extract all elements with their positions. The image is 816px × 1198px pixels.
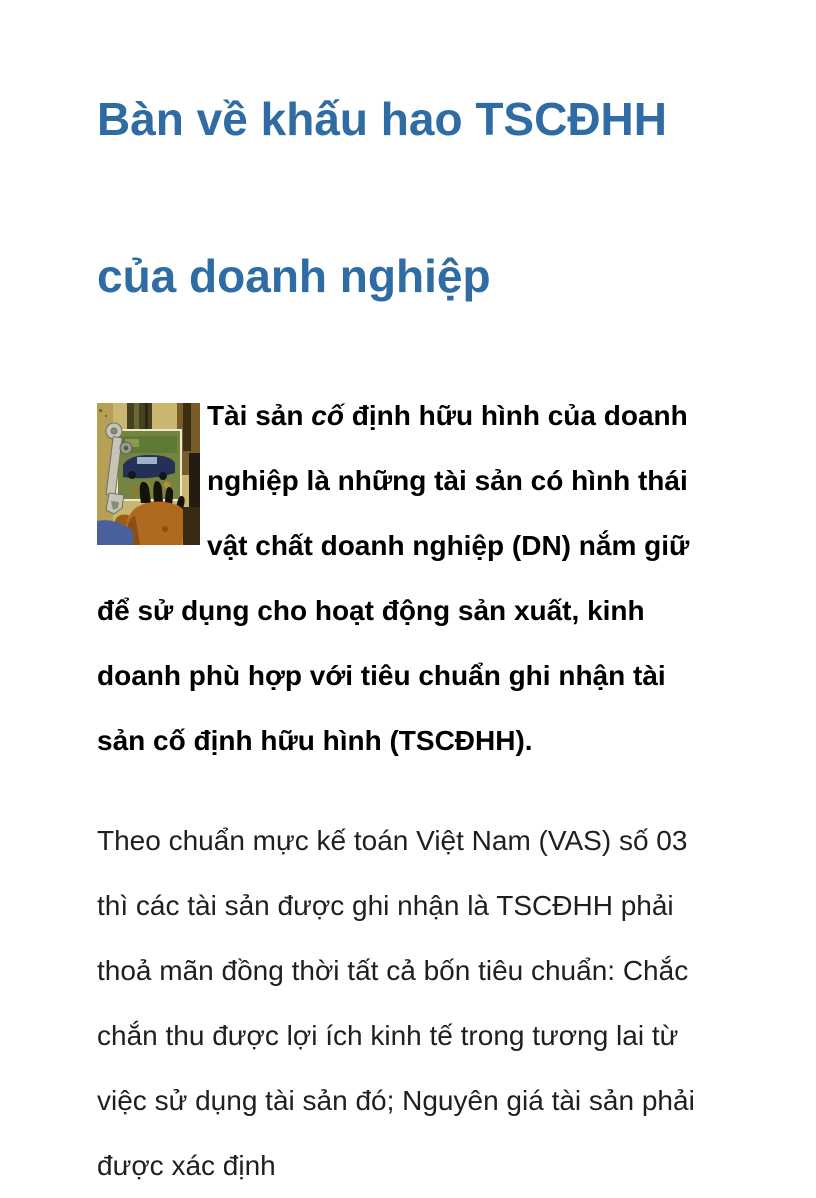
page-title-line-2: của doanh nghiệp [97, 250, 491, 302]
asset-collage-image [97, 403, 200, 545]
lead-text-seg1: Tài sản [207, 400, 312, 431]
body-paragraph: Theo chuẩn mực kế toán Việt Nam (VAS) số 03 thì các tài sản được ghi nhận là TSCĐHH phải thoả mãn đồng thời tất cả bốn tiêu chuẩn: Chắc chắn thu được lợi ích kinh tế trong tương lai từ việc sử dụng tài sản đó; Nguyên giá tài sản phải được xác định [97, 825, 695, 1181]
lead-paragraph [97, 383, 720, 773]
lead-text-seg2-italic: cố [311, 400, 344, 431]
page-title-line-1: Bàn về khấu hao TSCĐHH [97, 93, 667, 145]
lead-text-seg3: định hữu hình của doanh nghiệp là những tài sản có hình thái vật chất doanh nghiệp (DN) nắm giữ để sử dụng cho hoạt động sản xuất, kinh doanh phù hợp với tiêu chuẩn ghi nhận tài sản cố định hữu hình (TSCĐHH). [97, 400, 690, 756]
